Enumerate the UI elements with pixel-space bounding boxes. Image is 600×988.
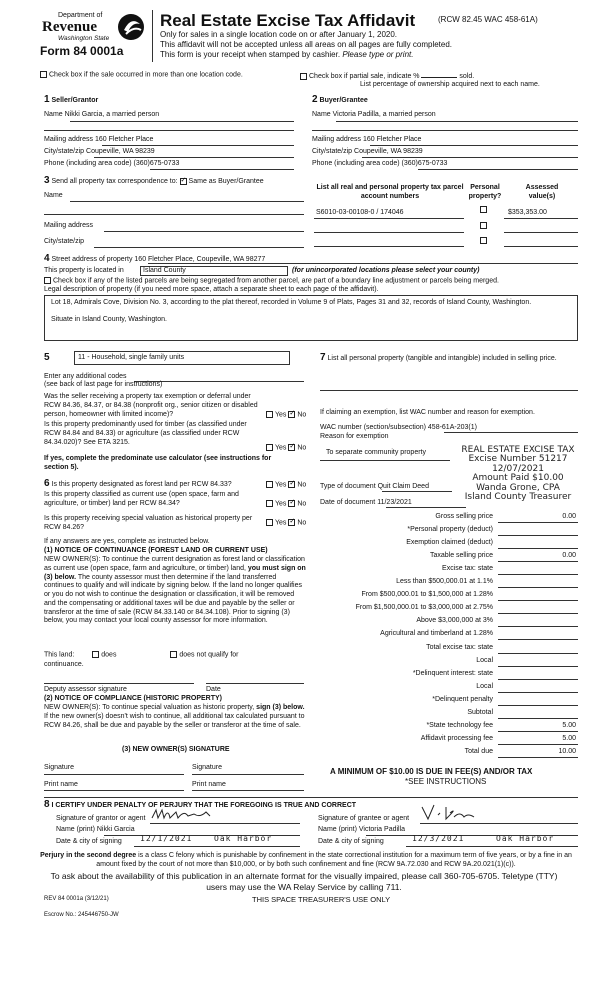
tax-row-label: From $1,500,000.01 to $3,000,000 at 2.75% xyxy=(355,604,493,612)
buyer-city-label: City/state/zip xyxy=(312,148,353,155)
current-use-yes-no[interactable] xyxy=(266,500,306,509)
tax-row-label: *State technology fee xyxy=(426,721,493,729)
same-as-buyer-checkbox[interactable] xyxy=(180,178,187,185)
tax-row-line xyxy=(498,744,578,745)
notice2-c: If the new owner(s) doesn't wish to continue, all additional tax calculated pursuant to RCW 84.26, shall be due and payable by the seller or transferor at the time of sale. xyxy=(44,712,305,729)
notice2-a: NEW OWNER(S): To continue special valuation as historic property, xyxy=(44,704,255,711)
certify-text: I CERTIFY UNDER PENALTY OF PERJURY THAT THE FOREGOING IS TRUE AND CORRECT xyxy=(51,802,357,809)
parcel-row2-personal-checkbox[interactable] xyxy=(480,222,487,229)
tax-row-line xyxy=(498,653,578,654)
seller-heading-label: Seller/Grantor xyxy=(51,97,99,104)
land-does-not-label: does not qualify for xyxy=(179,651,239,659)
doc-type[interactable]: Quit Claim Deed xyxy=(377,483,429,490)
grantee-name-row xyxy=(318,826,405,835)
tax-row xyxy=(310,670,578,682)
tax-row-line xyxy=(498,574,578,575)
timber-yes-label: Yes xyxy=(275,444,287,452)
tax-row-line xyxy=(498,522,578,523)
tax-row-line xyxy=(498,692,578,693)
tax-row-line xyxy=(498,639,578,640)
tax-row-label: Gross selling price xyxy=(435,513,493,520)
tax-row-line xyxy=(498,548,578,549)
owner-print-label-2: Print name xyxy=(192,781,226,788)
notice1-b: you must sign on (3) below. xyxy=(44,564,306,581)
exempt-yes-label: Yes xyxy=(275,411,287,419)
tax-row-line xyxy=(498,731,578,732)
seller-name-label: Name xyxy=(44,111,63,118)
exempt-yes-checkbox[interactable] xyxy=(266,411,273,418)
seller-mailing-label: Mailing address xyxy=(44,136,94,143)
reason-label: Reason for exemption xyxy=(320,433,389,440)
land-does-not-checkbox[interactable] xyxy=(170,651,177,658)
tax-row-line xyxy=(498,600,578,601)
section3-num: 3 xyxy=(44,175,50,186)
legal-description-label: Legal description of property (if you need more space, attach a separate sheet to each page of the affidavit). xyxy=(44,286,379,293)
tax-row-label: Total excise tax: state xyxy=(426,643,493,651)
historic-question: Is this property receiving special valuation as historical property per RCW 84.26? xyxy=(44,515,253,531)
tax-row xyxy=(310,604,578,616)
buyer-name[interactable]: Victoria Padilla, a married person xyxy=(332,111,436,118)
multi-location-checkbox[interactable] xyxy=(40,71,47,78)
tax-row-value[interactable]: 0.00 xyxy=(562,513,576,520)
rev-number: REV 84 0001a (3/12/21) xyxy=(44,896,109,902)
stamp-l2: Excise Number 51217 xyxy=(468,454,568,465)
historic-no-label: No xyxy=(297,519,307,527)
section3-name-label: Name xyxy=(44,192,63,199)
tax-row xyxy=(310,644,578,656)
tax-row xyxy=(310,748,578,760)
header-sub2: This affidavit will not be accepted unless all areas on all pages are fully completed. xyxy=(160,40,453,49)
header-sub3-text: This form is your receipt when stamped by cashier. xyxy=(160,50,341,59)
buyer-name-label: Name xyxy=(312,111,331,118)
buyer-heading xyxy=(312,94,368,107)
tax-row-label: Less than $500,000.01 at 1.1% xyxy=(396,578,493,586)
tax-row-label: Total due xyxy=(464,747,493,755)
grantor-sig-label: Signature of grantor or agent xyxy=(56,815,146,822)
notice1-title: (1) NOTICE OF CONTINUANCE (FOREST LAND OR CURRENT USE) xyxy=(44,547,268,554)
forest-question-text: Is this property designated as forest land per RCW 84.33? xyxy=(51,481,232,488)
buyer-num: 2 xyxy=(312,94,318,105)
form-number: Form 84 0001a xyxy=(40,44,124,58)
notice3-title: (3) NEW OWNER(S) SIGNATURE xyxy=(122,746,230,753)
seller-mailing[interactable]: 160 Fletcher Place xyxy=(94,136,154,143)
multi-location-label: Check box if the sale occurred in more than one location code. xyxy=(49,71,243,79)
forest-no-checkbox[interactable] xyxy=(288,481,295,488)
historic-yes-label: Yes xyxy=(275,519,287,527)
seller-name-row xyxy=(44,111,294,120)
stamp-l5: Wanda Grone, CPA xyxy=(476,482,560,493)
tax-row-line xyxy=(498,679,578,680)
tax-row-line xyxy=(498,666,578,667)
tax-row-label: Excise tax: state xyxy=(442,565,493,573)
partial-sale-checkbox[interactable] xyxy=(300,73,307,80)
section3-heading xyxy=(44,175,264,188)
this-land-row xyxy=(44,651,239,660)
seller-city-row xyxy=(44,148,155,157)
if-yes-note: If any answers are yes, complete as instructed below. xyxy=(44,538,210,545)
section7-text xyxy=(320,352,576,365)
tax-row xyxy=(310,578,578,590)
legal-description-text1: Lot 18, Admirals Cove, Division No. 3, according to the plat thereof, recorded in Volume 9 of Plats, Pages 31 and 32, records of Island County, Washington. xyxy=(51,299,532,306)
reason-value[interactable]: To separate community property xyxy=(326,449,426,456)
tax-row-value[interactable]: 10.00 xyxy=(558,747,576,755)
tax-row xyxy=(310,565,578,577)
grantee-name-label: Name (print) xyxy=(318,826,357,833)
tax-row-label: Local xyxy=(476,682,493,690)
tax-row xyxy=(310,591,578,603)
grantee-sig-label: Signature of grantee or agent xyxy=(318,815,410,822)
stamp-l4: Amount Paid $10.00 xyxy=(472,473,564,484)
section3-city-label: City/state/zip xyxy=(44,238,85,245)
segregated-checkbox[interactable] xyxy=(44,277,51,284)
buyer-heading-label: Buyer/Grantee xyxy=(319,97,368,104)
doc-date-label: Date of document xyxy=(320,499,376,506)
buyer-phone[interactable]: (360)675-0733 xyxy=(401,160,448,167)
legal-description-text2: Situate in Island County, Washington. xyxy=(51,315,167,323)
tax-row-line xyxy=(498,626,578,627)
tax-row-line xyxy=(498,705,578,706)
additional-codes-note: (see back of last page for instructions) xyxy=(44,381,163,388)
section4-num: 4 xyxy=(44,253,50,264)
notice1-c: The county assessor must then determine if the land transferred continues to qualify and will indicate by signing below. If the land no longer qualifies or you do not wish to continue the designation or classification, it will be removed and the compensating or additional taxes will be due and payable by the seller or transferor at the time of sale (RCW 84.33.140 or 84.34.108). Prior to signing (3) below, you may contact your local county assessor for more information. xyxy=(44,573,302,625)
additional-codes-label: Enter any additional codes xyxy=(44,373,127,380)
owner-signature-label-1: Signature xyxy=(44,764,74,771)
land-does-checkbox[interactable] xyxy=(92,651,99,658)
buyer-phone-label: Phone (including area code) xyxy=(312,160,400,167)
perjury-text: is a class C felony which is punishable by confinement in the state correctional institution for a maximum term of five years, or by a fine in an amount fixed by the court of not more than $10,000, or by both such confinement and fine (RCW 9A.72.030 and RCW 9A.20.021(1)(c)). xyxy=(96,852,572,868)
notice2-b: sign (3) below. xyxy=(256,704,305,711)
parcels-col2-header: Personal property? xyxy=(468,184,502,200)
forest-question xyxy=(44,478,264,491)
same-as-buyer-label: Same as Buyer/Grantee xyxy=(188,178,264,185)
header-sub1: Only for sales in a single location code on or after January 1, 2020. xyxy=(160,30,398,39)
partial-sale-percent-field[interactable] xyxy=(421,71,457,78)
tax-row-label: *Delinquent penalty xyxy=(432,695,493,703)
tax-row-label: From $500,000.01 to $1,500,000 at 1.28% xyxy=(361,591,493,599)
forest-yes-no[interactable] xyxy=(266,481,306,490)
tax-row xyxy=(310,722,578,734)
section4-located-row xyxy=(44,267,124,276)
alt-format-notice: To ask about the availability of this publication in an alternate format for the visually impaired, please call 360-705-6705. Teletype (TTY) users may use the WA Relay Service by calling 711. xyxy=(50,871,558,892)
current-use-question: Is this property classified as current use (open space, farm and agriculture, or timber) land per RCW 84.34? xyxy=(44,491,239,507)
tax-row xyxy=(310,630,578,642)
exempt-no-checkbox[interactable] xyxy=(288,411,295,418)
tax-row-label: Affidavit processing fee xyxy=(420,734,493,742)
tax-row-value[interactable]: 5.00 xyxy=(562,734,576,742)
parcels-col3-header: Assessed value(s) xyxy=(525,184,559,200)
grantor-signature-mark xyxy=(150,806,230,822)
partial-sale-label-a: Check box if partial sale, indicate % xyxy=(309,73,420,80)
tax-row-label: Local xyxy=(476,656,493,664)
minimum-due: A MINIMUM OF $10.00 IS DUE IN FEE(S) AND/OR TAX xyxy=(330,767,533,776)
dor-swirl-icon xyxy=(116,12,146,42)
tax-row-value[interactable]: 5.00 xyxy=(562,721,576,729)
section4-street-label: Street address of property xyxy=(51,256,133,263)
tax-row-line xyxy=(498,587,578,588)
section8-num: 8 xyxy=(44,799,50,810)
tax-row-value[interactable]: 0.00 xyxy=(562,552,576,560)
buyer-mailing[interactable]: 160 Fletcher Place xyxy=(362,136,422,143)
header-sub3-italic: Please type or print. xyxy=(342,50,414,59)
partial-sale-label-c: List percentage of ownership acquired next to each name. xyxy=(360,81,540,88)
seller-phone-label: Phone (including area code) xyxy=(44,160,132,167)
section7-num: 7 xyxy=(320,352,326,363)
land-does-label: does xyxy=(101,651,117,659)
timber-no-checkbox[interactable] xyxy=(288,444,295,451)
use-code-select[interactable]: 11 - Household, single family units xyxy=(74,351,290,365)
exempt-yes-no[interactable] xyxy=(266,411,306,420)
tax-row xyxy=(310,617,578,629)
buyer-phone-row xyxy=(312,160,447,169)
form-title-ref: (RCW 82.45 WAC 458-61A) xyxy=(438,15,538,24)
buyer-city-row xyxy=(312,148,423,157)
timber-question: Is this property predominantly used for timber (as classified under RCW 84.84 and 84.33) or agriculture (as classified under RCW 84.34.020)? See ETA 3215. xyxy=(44,421,247,446)
timber-yes-no[interactable] xyxy=(266,444,306,453)
exempt-no-label: No xyxy=(297,411,307,419)
treasurer-use: THIS SPACE TREASURER'S USE ONLY xyxy=(252,895,391,904)
grantee-city[interactable]: Oak Harbor xyxy=(496,834,555,843)
forest-yes-checkbox[interactable] xyxy=(266,481,273,488)
current-use-no-label: No xyxy=(297,500,307,508)
historic-yes-checkbox[interactable] xyxy=(266,519,273,526)
parcel-row3-personal-checkbox[interactable] xyxy=(480,237,487,244)
continuance-label: continuance. xyxy=(44,661,84,668)
tax-row xyxy=(310,657,578,669)
section4-located-note: (for unincorporated locations please select your county) xyxy=(292,267,480,274)
timber-note: If yes, complete the predominate use calculator (see instructions for section 5). xyxy=(44,455,272,471)
tax-row xyxy=(310,735,578,747)
historic-yes-no[interactable] xyxy=(266,519,306,528)
seller-city-label: City/state/zip xyxy=(44,148,85,155)
see-instructions: *SEE INSTRUCTIONS xyxy=(405,777,487,786)
grantee-date[interactable]: 12/3/2021 xyxy=(412,834,465,843)
doc-type-label: Type of document xyxy=(320,483,376,490)
stamp-l3: 12/07/2021 xyxy=(492,463,544,474)
seller-phone[interactable]: (360)675-0733 xyxy=(133,160,180,167)
tax-row-label: Exemption claimed (deduct) xyxy=(406,539,493,547)
grantor-city[interactable]: Oak Harbor xyxy=(214,834,273,843)
deputy-signature-label: Deputy assessor signature xyxy=(44,686,127,693)
tax-row-label: Above $3,000,000 at 3% xyxy=(416,617,493,625)
deputy-date-label: Date xyxy=(206,686,221,693)
tax-row-label: Subtotal xyxy=(467,708,493,716)
section7-label: List all personal property (tangible and intangible) included in selling price. xyxy=(327,355,557,362)
tax-row-line xyxy=(498,613,578,614)
section3-text: Send all property tax correspondence to: xyxy=(51,178,178,185)
legal-description-box[interactable] xyxy=(44,295,578,341)
header-sub3 xyxy=(160,50,413,60)
county-select[interactable]: Island County xyxy=(140,266,288,276)
timber-yes-checkbox[interactable] xyxy=(266,444,273,451)
buyer-name-row xyxy=(312,111,436,120)
tax-row xyxy=(310,539,578,551)
tax-row-line xyxy=(498,535,578,536)
owner-signature-label-2: Signature xyxy=(192,764,222,771)
section4-street[interactable]: 160 Fletcher Place, Coupeville, WA 98277 xyxy=(134,256,266,263)
grantor-name[interactable]: Nikki Garcia xyxy=(96,826,135,833)
grantor-name-label: Name (print) xyxy=(56,826,95,833)
seller-heading xyxy=(44,94,98,107)
tax-row xyxy=(310,709,578,721)
current-use-yes-checkbox[interactable] xyxy=(266,500,273,507)
seller-mailing-row xyxy=(44,136,153,145)
grantor-date-label: Date & city of signing xyxy=(56,838,122,845)
partial-sale-label-b: sold. xyxy=(459,73,475,80)
notice2-body xyxy=(44,704,306,730)
parcel-row1-personal-checkbox[interactable] xyxy=(480,206,487,213)
seller-phone-row xyxy=(44,160,179,169)
treasurer-stamp xyxy=(448,446,588,503)
wac-number[interactable]: 458-61A-203(1) xyxy=(427,424,477,431)
current-use-yes-label: Yes xyxy=(275,500,287,508)
timber-no-label: No xyxy=(297,444,307,452)
exempt-question: Was the seller receiving a property tax exemption or deferral under RCW 84.36, 84.37, or 84.38 (nonprofit org., senior citizen or disabled person, homeowner with limited income)? xyxy=(44,393,258,418)
doc-date[interactable]: 11/23/2021 xyxy=(377,499,412,506)
tax-row xyxy=(310,683,578,695)
parcels-col1-header: List all real and personal property tax parcel account numbers xyxy=(316,184,464,200)
perjury-notice xyxy=(32,852,580,870)
perjury-bold: Perjury in the second degree xyxy=(40,852,137,859)
tax-row xyxy=(310,513,578,525)
this-land-label: This land: xyxy=(44,651,75,659)
section5-num: 5 xyxy=(44,352,50,363)
grantor-date[interactable]: 12/1/2021 xyxy=(140,834,193,843)
seller-name[interactable]: Nikki Garcia, a married person xyxy=(64,111,160,118)
tax-row xyxy=(310,696,578,708)
buyer-mailing-label: Mailing address xyxy=(312,136,362,143)
buyer-mailing-row xyxy=(312,136,421,145)
tax-row-line xyxy=(498,757,578,758)
tax-row-line xyxy=(498,561,578,562)
tax-row-label: *Delinquent interest: state xyxy=(412,669,493,677)
dept-line2: Revenue xyxy=(42,19,97,35)
forest-no-label: No xyxy=(297,481,307,489)
section3-mailing-label: Mailing address xyxy=(44,222,94,229)
grantee-date-label: Date & city of signing xyxy=(318,838,384,845)
notice2-title: (2) NOTICE OF COMPLIANCE (HISTORIC PROPERTY) xyxy=(44,695,222,702)
form-title: Real Estate Excise Tax Affidavit xyxy=(160,11,416,30)
notice1-body xyxy=(44,556,306,626)
stamp-l6: Island County Treasurer xyxy=(464,492,572,503)
notice1-a: NEW OWNER(S): To continue the current designation as forest land or classification as current use (open space, farm and agriculture, or timber) land, xyxy=(44,556,305,572)
wac-label: WAC number (section/subsection) xyxy=(320,424,426,431)
exemption-label: If claiming an exemption, list WAC number and reason for exemption. xyxy=(320,409,535,416)
segregated-label: Check box if any of the listed parcels are being segregated from another parcel, are part of a boundary line adjustment or parcels being merged. xyxy=(53,277,499,285)
segregated-check[interactable] xyxy=(44,277,584,286)
dept-line1: Department of xyxy=(58,12,103,19)
seller-num: 1 xyxy=(44,94,50,105)
grantee-signature-mark xyxy=(420,803,480,823)
historic-no-checkbox[interactable] xyxy=(288,519,295,526)
tax-row-line xyxy=(498,718,578,719)
section6-num: 6 xyxy=(44,478,50,489)
escrow-number: Escrow No.: 245446750-JW xyxy=(44,912,119,918)
stamp-l1: REAL ESTATE EXCISE TAX xyxy=(461,445,575,455)
parcel-row1-value[interactable]: $353,353.00 xyxy=(508,209,547,216)
tax-row xyxy=(310,552,578,564)
forest-yes-label: Yes xyxy=(275,481,287,489)
seller-city[interactable]: Coupeville, WA 98239 xyxy=(86,148,155,155)
grantor-name-row xyxy=(56,826,135,835)
owner-print-label-1: Print name xyxy=(44,781,78,788)
section4-located-label: This property is located in xyxy=(44,267,124,274)
tax-row xyxy=(310,526,578,538)
multi-location-check[interactable] xyxy=(40,71,243,80)
tax-row-label: *Personal property (deduct) xyxy=(407,526,493,534)
tax-row-label: Agricultural and timberland at 1.28% xyxy=(380,630,493,638)
grantee-name[interactable]: Victoria Padilla xyxy=(358,826,406,833)
current-use-no-checkbox[interactable] xyxy=(288,500,295,507)
dept-line3: Washington State xyxy=(58,35,110,42)
tax-row-label: Taxable selling price xyxy=(429,552,493,560)
buyer-city[interactable]: Coupeville, WA 98239 xyxy=(354,148,423,155)
parcel-row1-number[interactable]: S6010-03-00108-0 / 174046 xyxy=(316,209,404,216)
